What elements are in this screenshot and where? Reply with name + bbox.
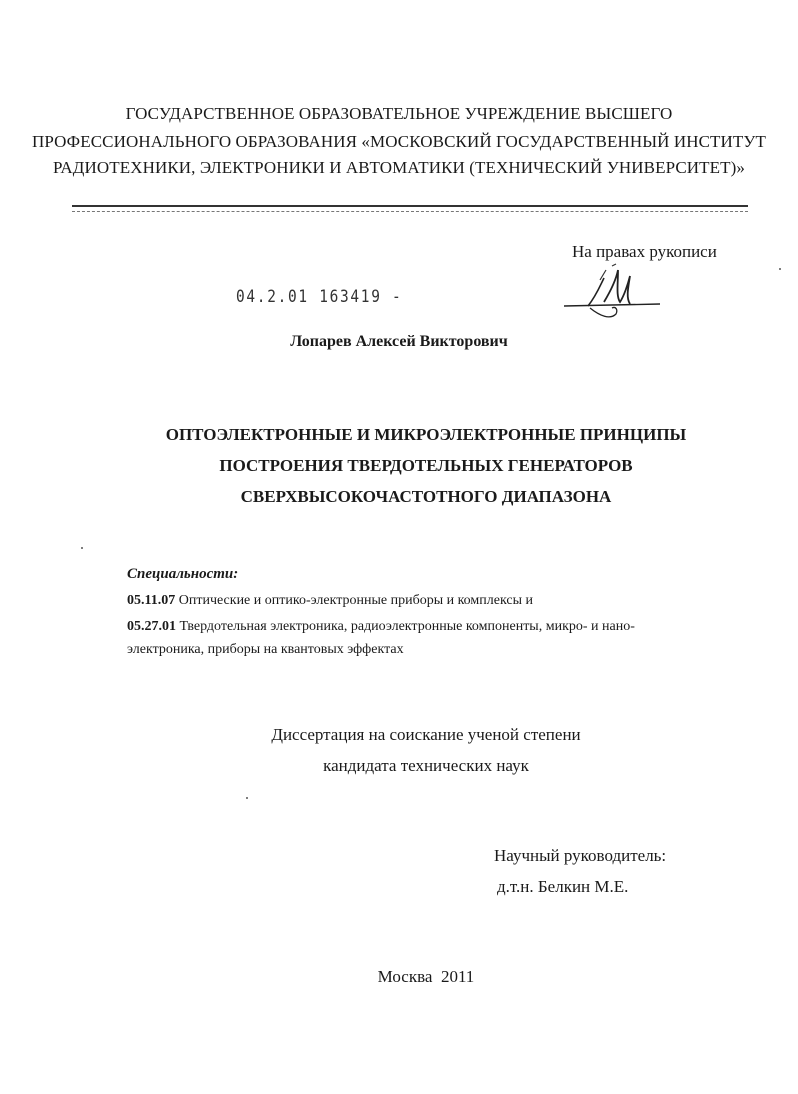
specialty-text-1: Оптические и оптико-электронные приборы и комплексы и	[175, 593, 534, 608]
specialty-code-1: 05.11.07	[127, 593, 176, 608]
specialty-item-1	[127, 593, 533, 609]
header-divider	[72, 205, 748, 207]
signature-icon	[560, 262, 670, 326]
author-name: Лопарев Алексей Викторович	[290, 333, 508, 350]
registration-stamp: 04.2.01 163419 -	[236, 287, 403, 307]
scan-speck	[81, 547, 83, 549]
institution-line-3: РАДИОТЕХНИКИ, ЭЛЕКТРОНИКИ И АВТОМАТИКИ (ТЕХНИЧЕСКИЙ УНИВЕРСИТЕТ)»	[53, 158, 745, 177]
institution-line-2: ПРОФЕССИОНАЛЬНОГО ОБРАЗОВАНИЯ «МОСКОВСКИЙ ГОСУДАРСТВЕННЫЙ ИНСТИТУТ	[31, 132, 767, 151]
degree-line-2: кандидата технических наук	[323, 756, 529, 775]
header-divider-thin	[72, 211, 748, 212]
manuscript-rights-label: На правах рукописи	[572, 242, 717, 261]
title-line-2: ПОСТРОЕНИЯ ТВЕРДОТЕЛЬНЫХ ГЕНЕРАТОРОВ	[219, 456, 633, 475]
title-line-3: СВЕРХВЫСОКОЧАСТОТНОГО ДИАПАЗОНА	[240, 487, 612, 506]
institution-line-1: ГОСУДАРСТВЕННОЕ ОБРАЗОВАТЕЛЬНОЕ УЧРЕЖДЕНИЕ ВЫСШЕГО	[125, 104, 673, 123]
specialty-continuation: электроника, приборы на квантовых эффектах	[127, 642, 404, 657]
specialty-code-2: 05.27.01	[127, 619, 176, 634]
supervisor-name: д.т.н. Белкин М.Е.	[497, 877, 629, 896]
scan-speck	[779, 268, 781, 270]
city-year: Москва 2011	[377, 967, 475, 986]
degree-line-1: Диссертация на соискание ученой степени	[271, 725, 581, 744]
specialty-text-2: Твердотельная электроника, радиоэлектронные компоненты, микро- и нано-	[176, 619, 635, 634]
title-line-1: ОПТОЭЛЕКТРОННЫЕ И МИКРОЭЛЕКТРОННЫЕ ПРИНЦИПЫ	[165, 425, 687, 444]
scan-speck	[246, 797, 248, 799]
supervisor-label: Научный руководитель:	[494, 846, 667, 865]
specialty-item-2	[127, 619, 635, 635]
specialties-heading: Специальности:	[127, 566, 239, 582]
